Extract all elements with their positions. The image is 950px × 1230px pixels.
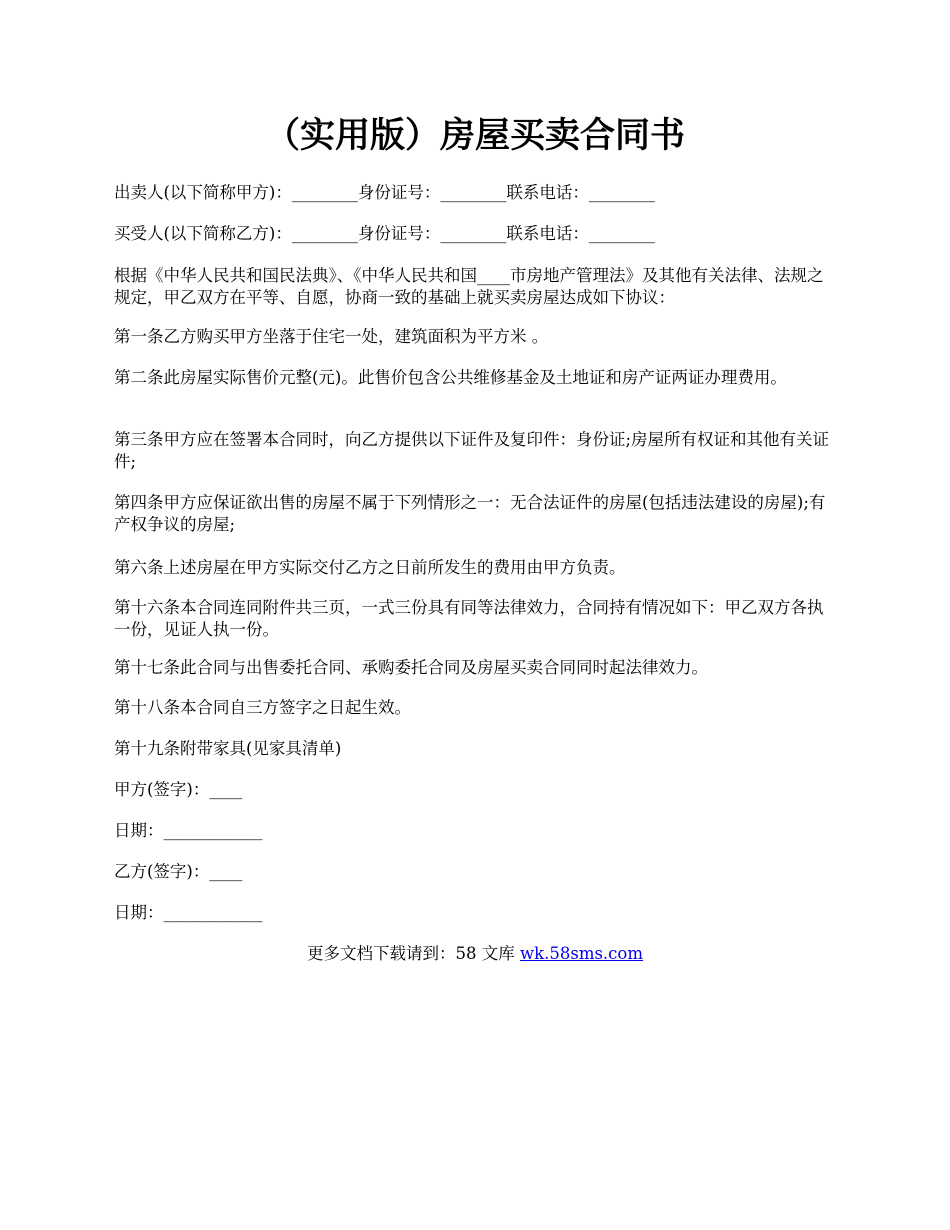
article-18: 第十八条本合同自三方签字之日起生效。: [114, 698, 411, 717]
article-3: 第三条甲方应在签署本合同时，向乙方提供以下证件及复印件：身份证;房屋所有权证和其他有关证件;: [114, 430, 830, 471]
party-b-date: 日期：____________: [114, 903, 263, 922]
footer-line: [0, 943, 950, 965]
party-b-signature: 乙方(签字)：____: [114, 862, 243, 881]
article-2: 第二条此房屋实际售价元整(元)。此售价包含公共维修基金及土地证和房产证两证办理费用。: [114, 368, 787, 387]
article-6: 第六条上述房屋在甲方实际交付乙方之日前所发生的费用由甲方负责。: [114, 558, 626, 577]
party-a-signature: 甲方(签字)：____: [114, 780, 243, 799]
footer-text: 更多文档下载请到：58 文库: [306, 944, 520, 963]
seller-info-line: 出卖人(以下简称甲方)：________身份证号：________联系电话：________: [114, 183, 655, 202]
document-title: （实用版）房屋买卖合同书: [264, 115, 685, 156]
footer-link[interactable]: wk.58sms.com: [519, 944, 643, 963]
article-1: 第一条乙方购买甲方坐落于住宅一处，建筑面积为平方米 。: [114, 327, 549, 346]
party-a-date: 日期：____________: [114, 821, 263, 840]
preamble-paragraph: 根据《中华人民共和国民法典》、《中华人民共和国____市房地产管理法》及其他有关法律、法规之规定，甲乙双方在平等、自愿，协商一致的基础上就买卖房屋达成如下协议：: [114, 266, 824, 307]
buyer-info-line: 买受人(以下简称乙方)：________身份证号：________联系电话：________: [114, 224, 655, 243]
article-17: 第十七条此合同与出售委托合同、承购委托合同及房屋买卖合同同时起法律效力。: [114, 658, 708, 677]
article-4: 第四条甲方应保证欲出售的房屋不属于下列情形之一：无合法证件的房屋(包括违法建设的房屋);有产权争议的房屋;: [114, 493, 826, 534]
article-16: 第十六条本合同连同附件共三页，一式三份具有同等法律效力，合同持有情况如下：甲乙双方各执一份，见证人执一份。: [114, 598, 824, 639]
article-19: 第十九条附带家具(见家具清单): [114, 739, 342, 758]
